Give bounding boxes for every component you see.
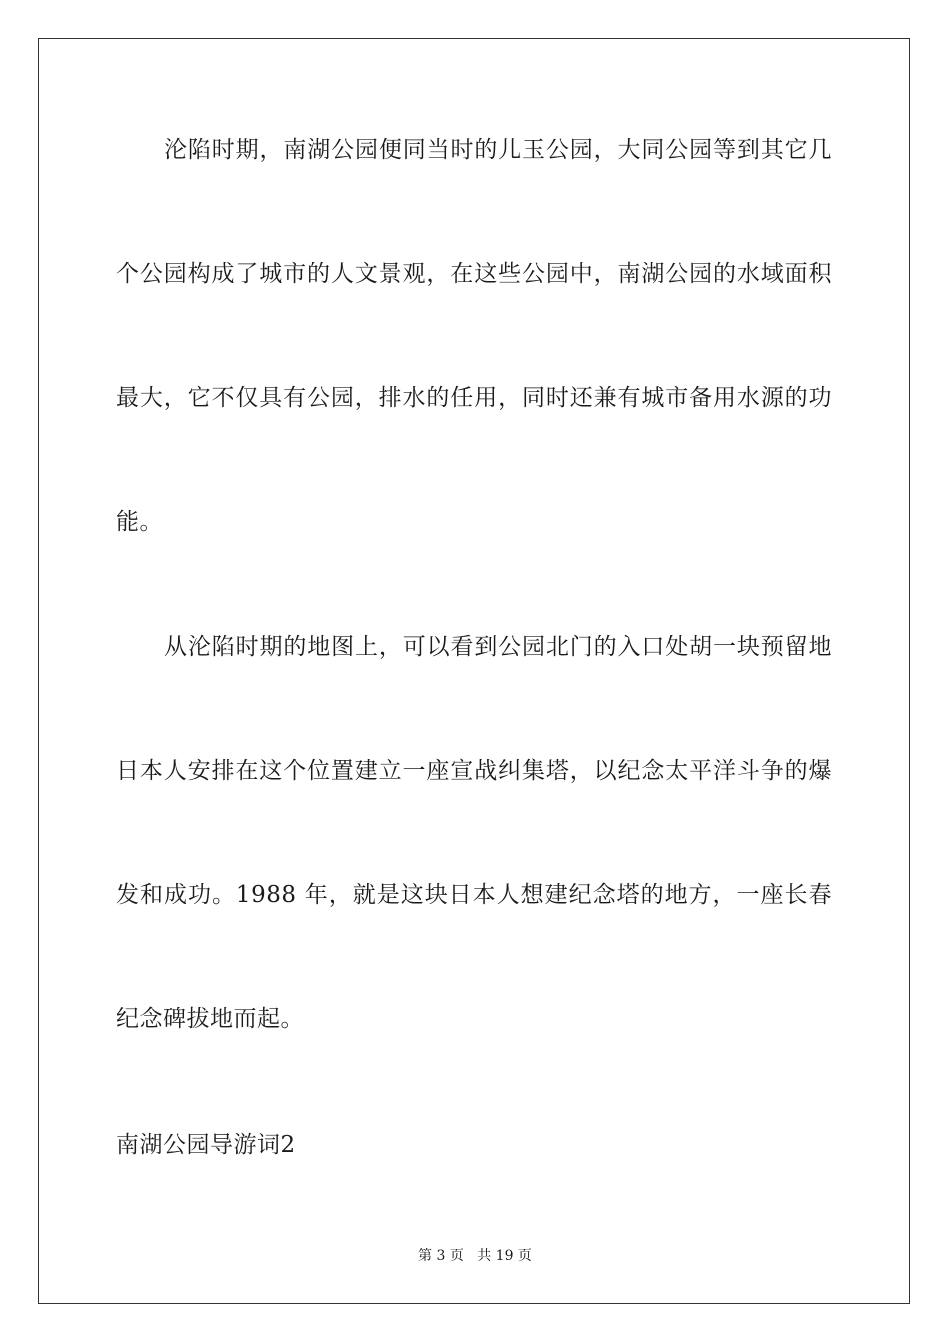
page-footer — [0, 1246, 950, 1266]
paragraph-2-line-3: 发和成功。1988 年，就是这块日本人想建纪念塔的地方，一座长春 — [116, 882, 832, 908]
paragraph-1-line-2: 个公园构成了城市的人文景观，在这些公园中，南湖公园的水域面积 — [116, 261, 832, 287]
section-heading: 南湖公园导游词2 — [116, 1132, 296, 1158]
paragraph-1-line-1: 沦陷时期，南湖公园便同当时的儿玉公园，大同公园等到其它几 — [164, 137, 832, 163]
page-number: 第 3 页 — [418, 1248, 464, 1264]
page-border — [38, 38, 910, 1304]
paragraph-2-line-2: 日本人安排在这个位置建立一座宣战纠集塔，以纪念太平洋斗争的爆 — [116, 758, 832, 784]
paragraph-1-line-3: 最大，它不仅具有公园，排水的任用，同时还兼有城市备用水源的功 — [116, 385, 832, 411]
paragraph-2-line-4: 纪念碑拔地而起。 — [116, 1006, 304, 1032]
page-total: 共 19 页 — [477, 1248, 532, 1264]
paragraph-1-line-4: 能。 — [116, 509, 163, 535]
paragraph-2-line-1: 从沦陷时期的地图上，可以看到公园北门的入口处胡一块预留地 — [164, 634, 832, 660]
